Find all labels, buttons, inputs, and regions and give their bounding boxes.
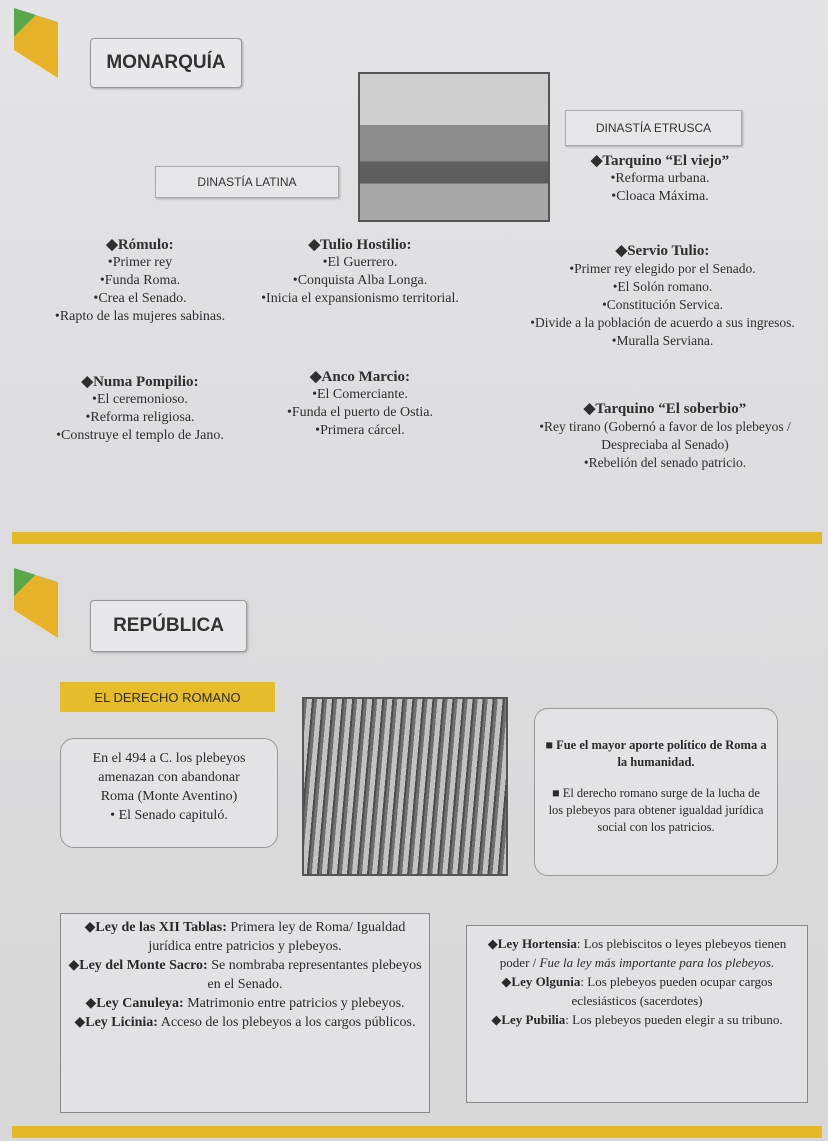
plebeyos-box: [60, 738, 278, 848]
law-item: [473, 934, 801, 972]
corner-decoration: [14, 568, 58, 638]
law-item: [67, 994, 423, 1013]
derecho-romano-label: EL DERECHO ROMANO: [60, 682, 275, 712]
king-fact: • Primer rey: [20, 254, 260, 272]
box-line: • El Senado capituló.: [110, 808, 228, 823]
law-name: Ley Pubilia: [501, 1012, 566, 1027]
dinastia-etrusca-label: DINASTÍA ETRUSCA: [565, 110, 742, 146]
king-name: ◆ Rómulo:: [20, 236, 260, 254]
law-item: [67, 956, 423, 994]
law-text: Primera ley de Roma/ Igualdad jurídica entre patricios y plebeyos.: [148, 920, 406, 954]
king-name: ◆ Servio Tulio:: [500, 242, 825, 260]
king-tarquino-viejo: [560, 152, 760, 206]
law-item: [473, 1010, 801, 1029]
king-fact: • Conquista Alba Longa.: [230, 272, 490, 290]
king-name: ◆ Tarquino “El soberbio”: [515, 400, 815, 418]
law-item: [473, 972, 801, 1010]
king-numa-pompilio: [20, 373, 260, 445]
king-fact: • El Comerciante.: [250, 386, 470, 404]
laws-left-box: [60, 913, 430, 1113]
king-fact: • Cloaca Máxima.: [560, 188, 760, 206]
law-name: Ley de las XII Tablas:: [95, 920, 227, 935]
king-name: ◆ Numa Pompilio:: [20, 373, 260, 391]
king-name: ◆ Tarquino “El viejo”: [560, 152, 760, 170]
law-name: Ley Canuleya:: [96, 996, 184, 1011]
box-line: Fue el mayor aporte político de Roma a la humanidad.: [556, 738, 767, 769]
king-fact: • Crea el Senado.: [20, 290, 260, 308]
king-fact: • Constitución Servica.: [500, 296, 825, 314]
king-fact: • Funda el puerto de Ostia.: [250, 404, 470, 422]
law-note: Fue la ley más importante para los plebeyos.: [539, 955, 775, 970]
law-text: : Los plebiscitos o leyes plebeyos tienen poder /: [499, 936, 787, 970]
section-divider: [12, 532, 822, 544]
section-divider: [12, 1126, 822, 1138]
king-tulio-hostilio: [230, 236, 490, 308]
law-name: Ley Licinia:: [85, 1015, 158, 1030]
plebeyos-illustration: [302, 697, 508, 876]
law-text: : Los plebeyos pueden elegir a su tribuno.: [565, 1012, 783, 1027]
king-fact: • Rapto de las mujeres sabinas.: [20, 308, 260, 326]
king-fact: • Rey tirano (Gobernó a favor de los plebeyos / Despreciaba al Senado): [515, 418, 815, 454]
square-bullet-icon: ■: [545, 738, 557, 752]
king-fact: • Inicia el expansionismo territorial.: [230, 290, 490, 308]
republica-title: REPÚBLICA: [90, 600, 247, 652]
box-line: amenazan con abandonar: [98, 770, 240, 785]
law-text: : Los plebeyos pueden ocupar cargos eclesiásticos (sacerdotes): [571, 974, 773, 1008]
bridge-illustration: [358, 72, 550, 222]
box-line: En el 494 a C. los plebeyos: [92, 751, 246, 766]
king-anco-marcio: [250, 368, 470, 440]
king-tarquino-soberbio: [515, 400, 815, 472]
king-fact: • Primera cárcel.: [250, 422, 470, 440]
king-fact: • El Guerrero.: [230, 254, 490, 272]
king-fact: • Primer rey elegido por el Senado.: [500, 260, 825, 278]
king-name: ◆ Tulio Hostilio:: [230, 236, 490, 254]
king-romulo: [20, 236, 260, 326]
king-fact: • El Solón romano.: [500, 278, 825, 296]
law-text: Se nombraba representantes plebeyos en el Senado.: [207, 958, 422, 992]
king-fact: • Muralla Serviana.: [500, 332, 825, 350]
corner-decoration: [14, 8, 58, 78]
king-name: ◆ Anco Marcio:: [250, 368, 470, 386]
box-line: Roma (Monte Aventino): [100, 789, 238, 804]
law-text: Acceso de los plebeyos a los cargos públicos.: [157, 1015, 416, 1030]
laws-right-box: [466, 925, 808, 1103]
law-name: Ley del Monte Sacro:: [79, 958, 208, 973]
monarquia-title: MONARQUÍA: [90, 38, 242, 88]
law-name: Ley Hortensia: [497, 936, 577, 951]
law-item: [67, 918, 423, 956]
law-name: Ley Olgunia: [511, 974, 581, 989]
king-fact: • El ceremonioso.: [20, 391, 260, 409]
king-fact: • Divide a la población de acuerdo a sus ingresos.: [500, 314, 825, 332]
law-item: [67, 1013, 423, 1032]
law-text: Matrimonio entre patricios y plebeyos.: [183, 996, 405, 1011]
derecho-box: [534, 708, 778, 876]
king-fact: • Reforma urbana.: [560, 170, 760, 188]
king-fact: • Construye el templo de Jano.: [20, 427, 260, 445]
square-bullet-icon: ■: [552, 786, 563, 800]
box-line: El derecho romano surge de la lucha de los plebeyos para obtener igualdad jurídica social con los patricios.: [548, 786, 764, 834]
king-fact: • Funda Roma.: [20, 272, 260, 290]
dinastia-latina-label: DINASTÍA LATINA: [155, 166, 339, 198]
king-servio-tulio: [500, 242, 825, 350]
king-fact: • Reforma religiosa.: [20, 409, 260, 427]
king-fact: • Rebelión del senado patricio.: [515, 454, 815, 472]
